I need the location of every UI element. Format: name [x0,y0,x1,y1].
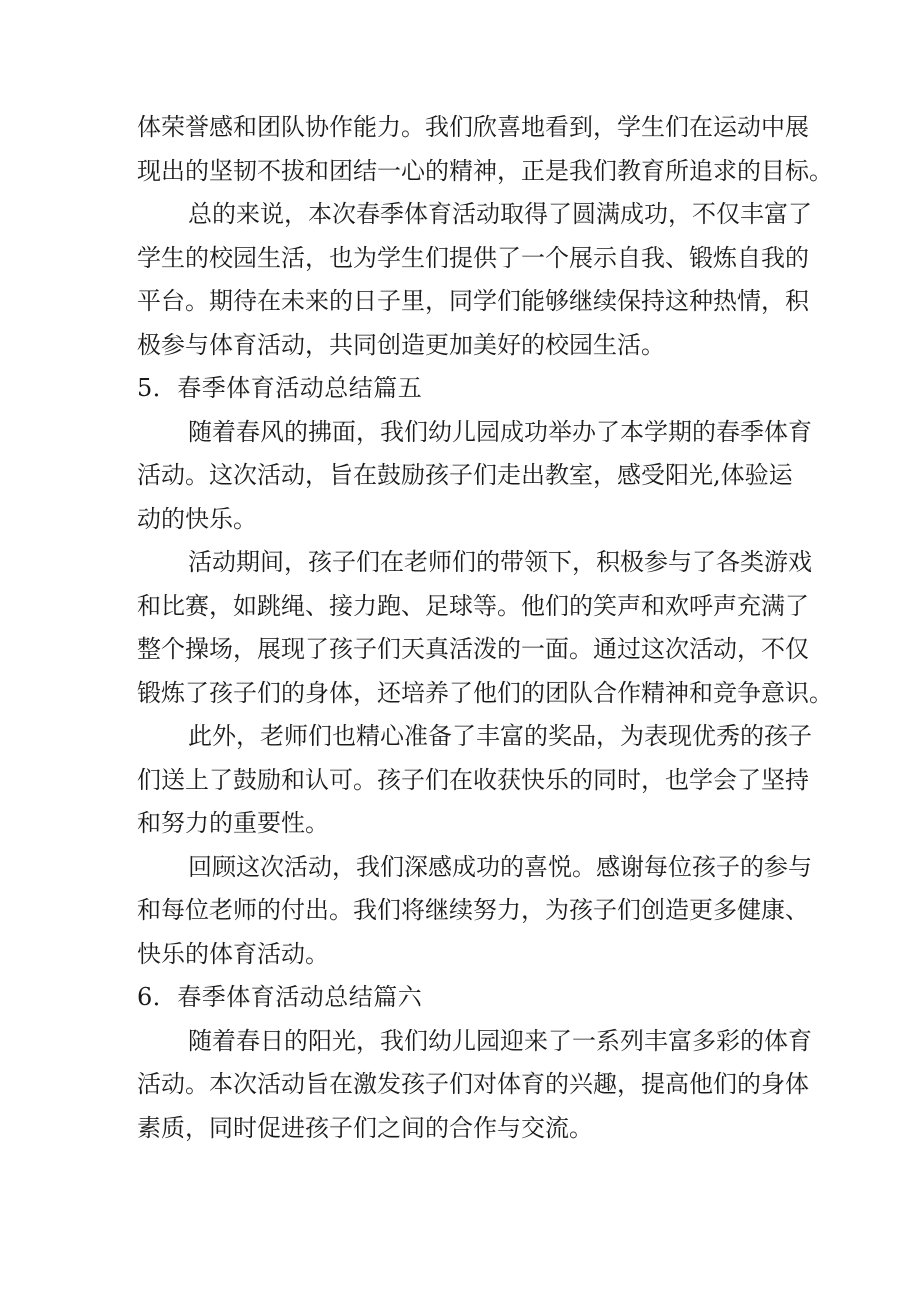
section-heading: 5．春季体育活动总结篇五 [137,374,423,402]
paragraph-line: 快乐的体育活动。 [137,939,329,968]
paragraph-line: 活动。这次活动，旨在鼓励孩子们走出教室，感受阳光,体验运 [137,461,793,489]
paragraph [137,411,812,542]
paragraph [137,541,833,715]
paragraph-line: 动的快乐。 [137,504,257,533]
paragraph-line: 锻炼了孩子们的身体，还培养了他们的团队合作精神和竞争意识。 [137,678,833,707]
paragraph-line: 活动。本次活动旨在激发孩子们对体育的兴趣，提高他们的身体 [137,1070,809,1098]
paragraph-line: 和比赛，如跳绳、接力跑、足球等。他们的笑声和欢呼声充满了 [137,591,809,620]
paragraph-line: 平台。期待在未来的日子里，同学们能够继续保持这种热情，积 [137,287,809,315]
paragraph-line: 回顾这次活动，我们深感成功的喜悦。感谢每位孩子的参与 [188,852,812,881]
paragraph [137,1020,812,1151]
paragraph-line: 随着春风的拂面，我们幼儿园成功举办了本学期的春季体育 [188,417,812,446]
paragraph-line: 现出的坚韧不拔和团结一心的精神，正是我们教育所追求的目标。 [137,156,833,185]
paragraph-line: 活动期间，孩子们在老师们的带领下，积极参与了各类游戏 [188,548,812,576]
paragraph-line: 总的来说，本次春季体育活动取得了圆满成功，不仅丰富了 [188,200,812,228]
paragraph-line: 体荣誉感和团队协作能力。我们欣喜地看到，学生们在运动中展 [137,113,809,141]
paragraph-line: 们送上了鼓励和认可。孩子们在收获快乐的同时，也学会了坚持 [137,765,809,794]
paragraph-line: 此外，老师们也精心准备了丰富的奖品，为表现优秀的孩子 [188,722,812,750]
paragraph-line: 素质，同时促进孩子们之间的合作与交流。 [137,1113,593,1142]
paragraph [137,193,812,367]
paragraph-line: 随着春日的阳光，我们幼儿园迎来了一系列丰富多彩的体育 [188,1026,812,1055]
paragraph-line: 学生的校园生活，也为学生们提供了一个展示自我、锻炼自我的 [137,243,809,272]
paragraph-line: 和每位老师的付出。我们将继续努力，为孩子们创造更多健康、 [137,896,809,924]
paragraph [137,106,833,193]
paragraph [137,846,812,977]
section-heading: 6．春季体育活动总结篇六 [137,983,423,1011]
document-body [137,106,833,1150]
paragraph-line: 和努力的重要性。 [137,809,329,837]
paragraph-line: 极参与体育活动，共同创造更加美好的校园生活。 [137,330,665,359]
paragraph [137,715,812,846]
paragraph-line: 整个操场，展现了孩子们天真活泼的一面。通过这次活动，不仅 [137,635,809,663]
